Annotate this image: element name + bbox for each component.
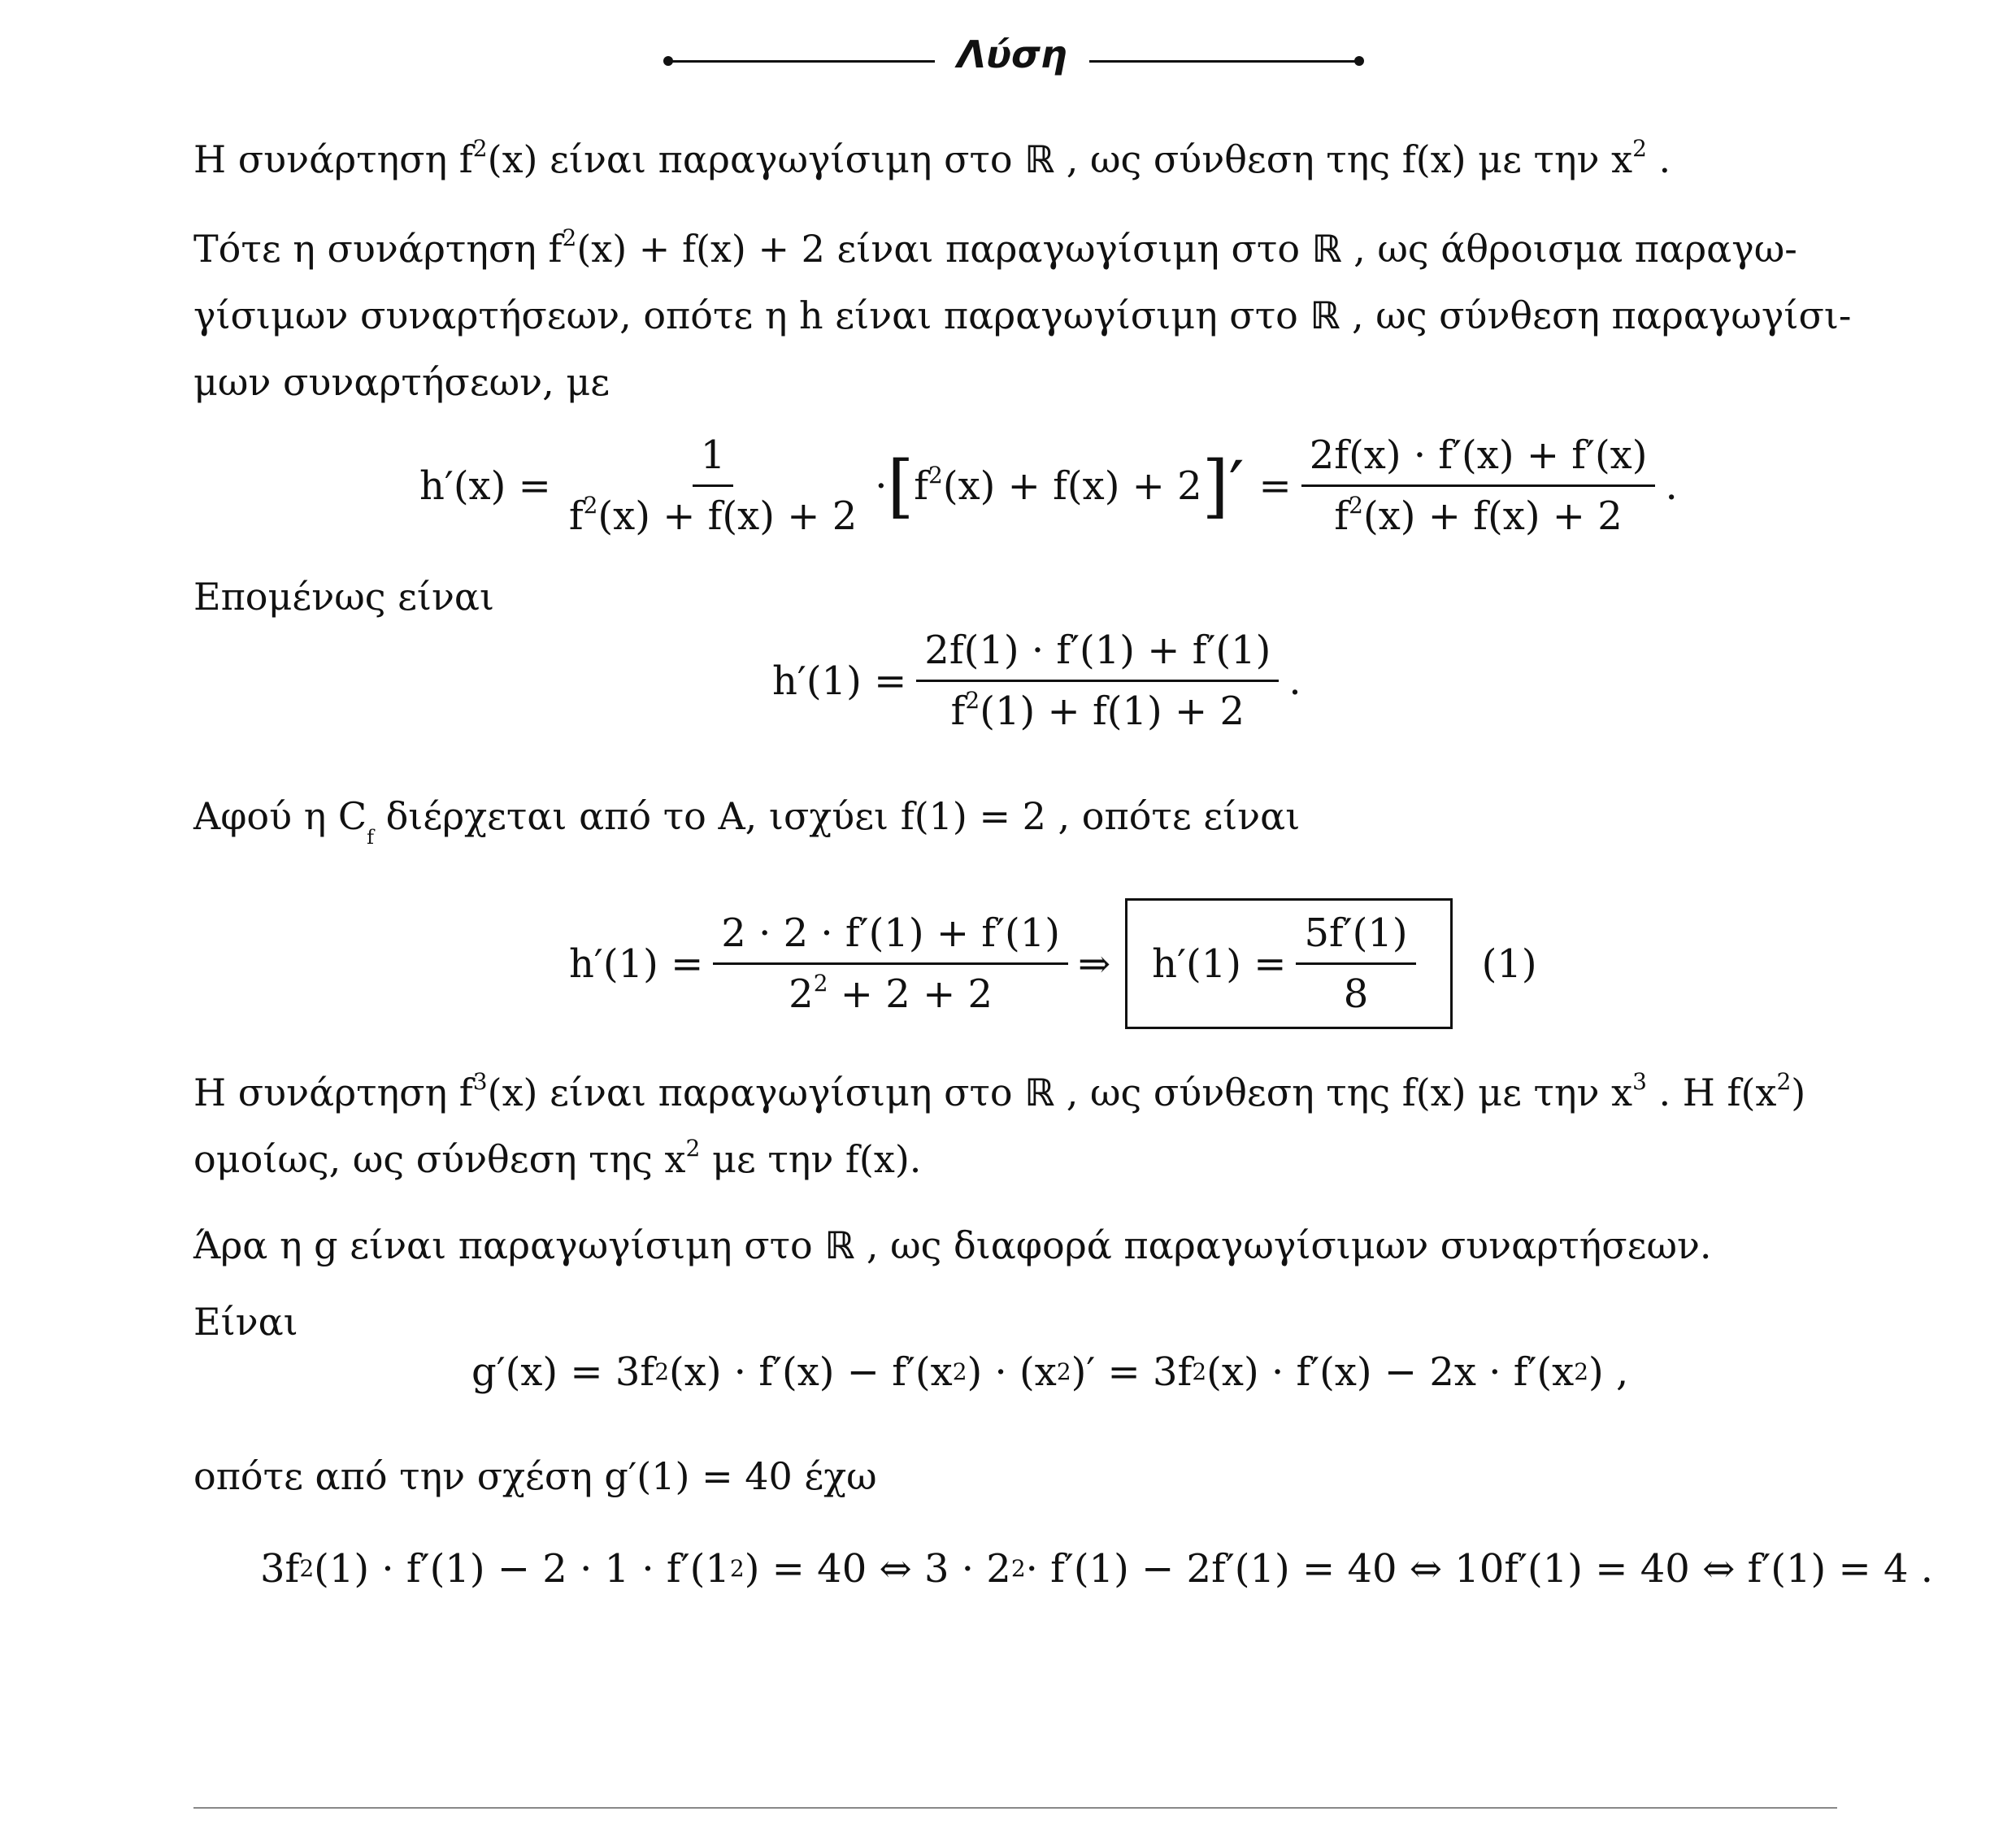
numerator: 2 · 2 · f′(1) + f′(1): [713, 909, 1068, 965]
paragraph-2: [193, 215, 1852, 415]
sup: 3: [472, 1068, 488, 1095]
eq-lhs: h′(x) =: [419, 463, 551, 509]
reals-symbol: ℝ: [1310, 293, 1340, 337]
fraction: [916, 626, 1279, 736]
eq-lhs: h′(1) =: [772, 658, 907, 704]
paragraph-5-line-1: [193, 1059, 1836, 1126]
denominator: [780, 965, 1001, 1019]
text: f: [568, 493, 584, 539]
sup: 2: [965, 687, 980, 714]
text: , ως σύνθεση παραγωγίσι-: [1340, 293, 1852, 337]
text: , ως άθροισμα παραγω-: [1341, 227, 1797, 271]
reals-symbol: ℝ: [824, 1223, 855, 1267]
text: Η συνάρτηση f: [193, 137, 473, 181]
text: · f′(1) − 2f′(1) = 40 ⇔ 10f′(1) = 40 ⇔ f′(1) = 4 .: [1025, 1546, 1934, 1592]
text: ): [1791, 1071, 1806, 1114]
numerator: 5f′(1): [1296, 909, 1415, 965]
period: .: [1288, 658, 1301, 704]
text: .: [1646, 137, 1671, 181]
paragraph-7: Είναι: [193, 1300, 298, 1344]
text: Αφού η C: [193, 794, 367, 838]
period: .: [1665, 463, 1678, 509]
header-title: Λύση: [957, 33, 1067, 76]
sup: 2: [928, 461, 943, 489]
eq-lhs: h′(1) =: [1152, 941, 1287, 987]
text: + 2 + 2: [828, 971, 993, 1017]
sup: 2: [562, 224, 577, 251]
text: διέρχεται από το Α, ισχύει f(1) = 2 , οπότε είναι: [373, 794, 1301, 838]
text: , ως σύνθεση της f(x) με την x: [1054, 137, 1633, 181]
paragraph-1: [193, 126, 1836, 193]
paragraph-5: [193, 1059, 1836, 1193]
equation-tag: (1): [1481, 941, 1537, 987]
paragraph-5-line-2: [193, 1126, 1836, 1193]
denominator: [943, 682, 1253, 736]
fraction: [1296, 909, 1415, 1019]
text: ) ,: [1588, 1349, 1629, 1395]
paragraph-2-line-2: [193, 282, 1852, 349]
sup: 2: [1632, 135, 1647, 162]
text: (x) + f(x) + 2: [597, 493, 858, 539]
text: f: [1334, 493, 1349, 539]
reals-symbol: ℝ: [1024, 137, 1055, 181]
reals-symbol: ℝ: [1024, 1071, 1055, 1114]
text: (x) + f(x) + 2 είναι παραγωγίσιμη στο: [576, 227, 1312, 271]
bracket-content: [914, 463, 1201, 509]
text: (x) + f(x) + 2: [942, 463, 1202, 509]
text: (x) · f′(x) − f′(x: [669, 1349, 953, 1395]
paragraph-8: οπότε από την σχέση g′(1) = 40 έχω: [193, 1454, 877, 1498]
solution-header: [667, 33, 1366, 89]
fraction-2: [1301, 431, 1656, 541]
text: Τότε η συνάρτηση f: [193, 227, 563, 271]
equation-h-prime-x: [419, 431, 1678, 541]
text: f: [950, 689, 966, 734]
equation-h-prime-1: [772, 626, 1301, 736]
equals: =: [1258, 463, 1292, 509]
equation-final: 3f 2 (1) · f′(1) − 2 · 1 · f′(1 2 ) = 40 ⇔ 3 · 2 2 · f′(1) − 2f′(1) = 40 ⇔ 10f′(1) = 40 ⇔ f′(1) = 4 .: [260, 1546, 1934, 1592]
text: Η συνάρτηση f: [193, 1071, 473, 1114]
sup: 3: [1632, 1068, 1647, 1095]
text: με την f(x).: [700, 1137, 922, 1181]
text: 2: [789, 971, 814, 1017]
text: Άρα η g είναι παραγωγίσιμη στο: [193, 1223, 825, 1267]
text: (1) + f(1) + 2: [980, 689, 1245, 734]
text: (1) · f′(1) − 2 · 1 · f′(1: [314, 1546, 730, 1592]
fraction-1: [561, 431, 865, 541]
sup: 2: [685, 1135, 701, 1162]
text: (x) είναι παραγωγίσιμη στο: [487, 137, 1025, 181]
text: (x) + f(x) + 2: [1363, 493, 1623, 539]
sup: 2: [813, 970, 828, 997]
text: ομοίως, ως σύνθεση της x: [193, 1137, 686, 1181]
bracket-open: [: [887, 445, 915, 526]
text: γίσιμων συναρτήσεων, οπότε η h είναι παραγωγίσιμη στο: [193, 293, 1310, 337]
text: ) = 40 ⇔ 3 · 2: [744, 1546, 1011, 1592]
reals-symbol: ℝ: [1311, 227, 1342, 271]
paragraph-3: Επομένως είναι: [193, 575, 495, 619]
header-right-dot: [1354, 56, 1364, 66]
boxed-result: [1125, 898, 1452, 1029]
denominator: [561, 487, 865, 541]
paragraph-4: [193, 783, 1836, 849]
numerator: 1: [693, 431, 734, 487]
paragraph-2-line-1: [193, 215, 1836, 282]
eq-lhs: h′(1) =: [569, 941, 704, 987]
text: , ως διαφορά παραγωγίσιμων συναρτήσεων.: [854, 1223, 1712, 1267]
denominator: [1326, 487, 1630, 541]
bracket-close-prime: ]′: [1201, 445, 1245, 526]
sup: 2: [1349, 492, 1363, 519]
numerator: 2f(1) · f′(1) + f′(1): [916, 626, 1279, 682]
sup: 2: [1776, 1068, 1792, 1095]
fraction: [713, 909, 1068, 1019]
equation-g-prime-x: g′(x) = 3f 2 (x) · f′(x) − f′(x 2 ) · (x 2 )′ = 3f 2 (x) · f′(x) − 2x · f′(x 2 ) ,: [471, 1349, 1629, 1395]
sup: 2: [472, 135, 488, 162]
text: ) · (x: [967, 1349, 1057, 1395]
text: (x) · f′(x) − 2x · f′(x: [1206, 1349, 1575, 1395]
dot-operator: ·: [875, 463, 888, 509]
paragraph-2-line-3: μων συναρτήσεων, με: [193, 360, 610, 404]
equation-h-prime-1-boxed: [569, 898, 1537, 1029]
text: , ως σύνθεση της f(x) με την x: [1054, 1071, 1633, 1114]
text: f: [914, 463, 929, 509]
footer-rule: [193, 1807, 1837, 1809]
numerator: 2f(x) · f′(x) + f′(x): [1301, 431, 1656, 487]
header-left-rule: [667, 60, 935, 63]
denominator: 8: [1343, 971, 1369, 1017]
header-right-rule: [1089, 60, 1358, 63]
text: 3f: [260, 1546, 300, 1592]
text: . Η f(x: [1646, 1071, 1777, 1114]
paragraph-6: [193, 1212, 1836, 1279]
text: )′ = 3f: [1071, 1349, 1193, 1395]
implies-arrow: ⇒: [1077, 941, 1111, 987]
text: (x) είναι παραγωγίσιμη στο: [487, 1071, 1025, 1114]
text: g′(x) = 3f: [471, 1349, 655, 1395]
sup: 2: [583, 492, 598, 519]
sub: f: [367, 826, 374, 849]
